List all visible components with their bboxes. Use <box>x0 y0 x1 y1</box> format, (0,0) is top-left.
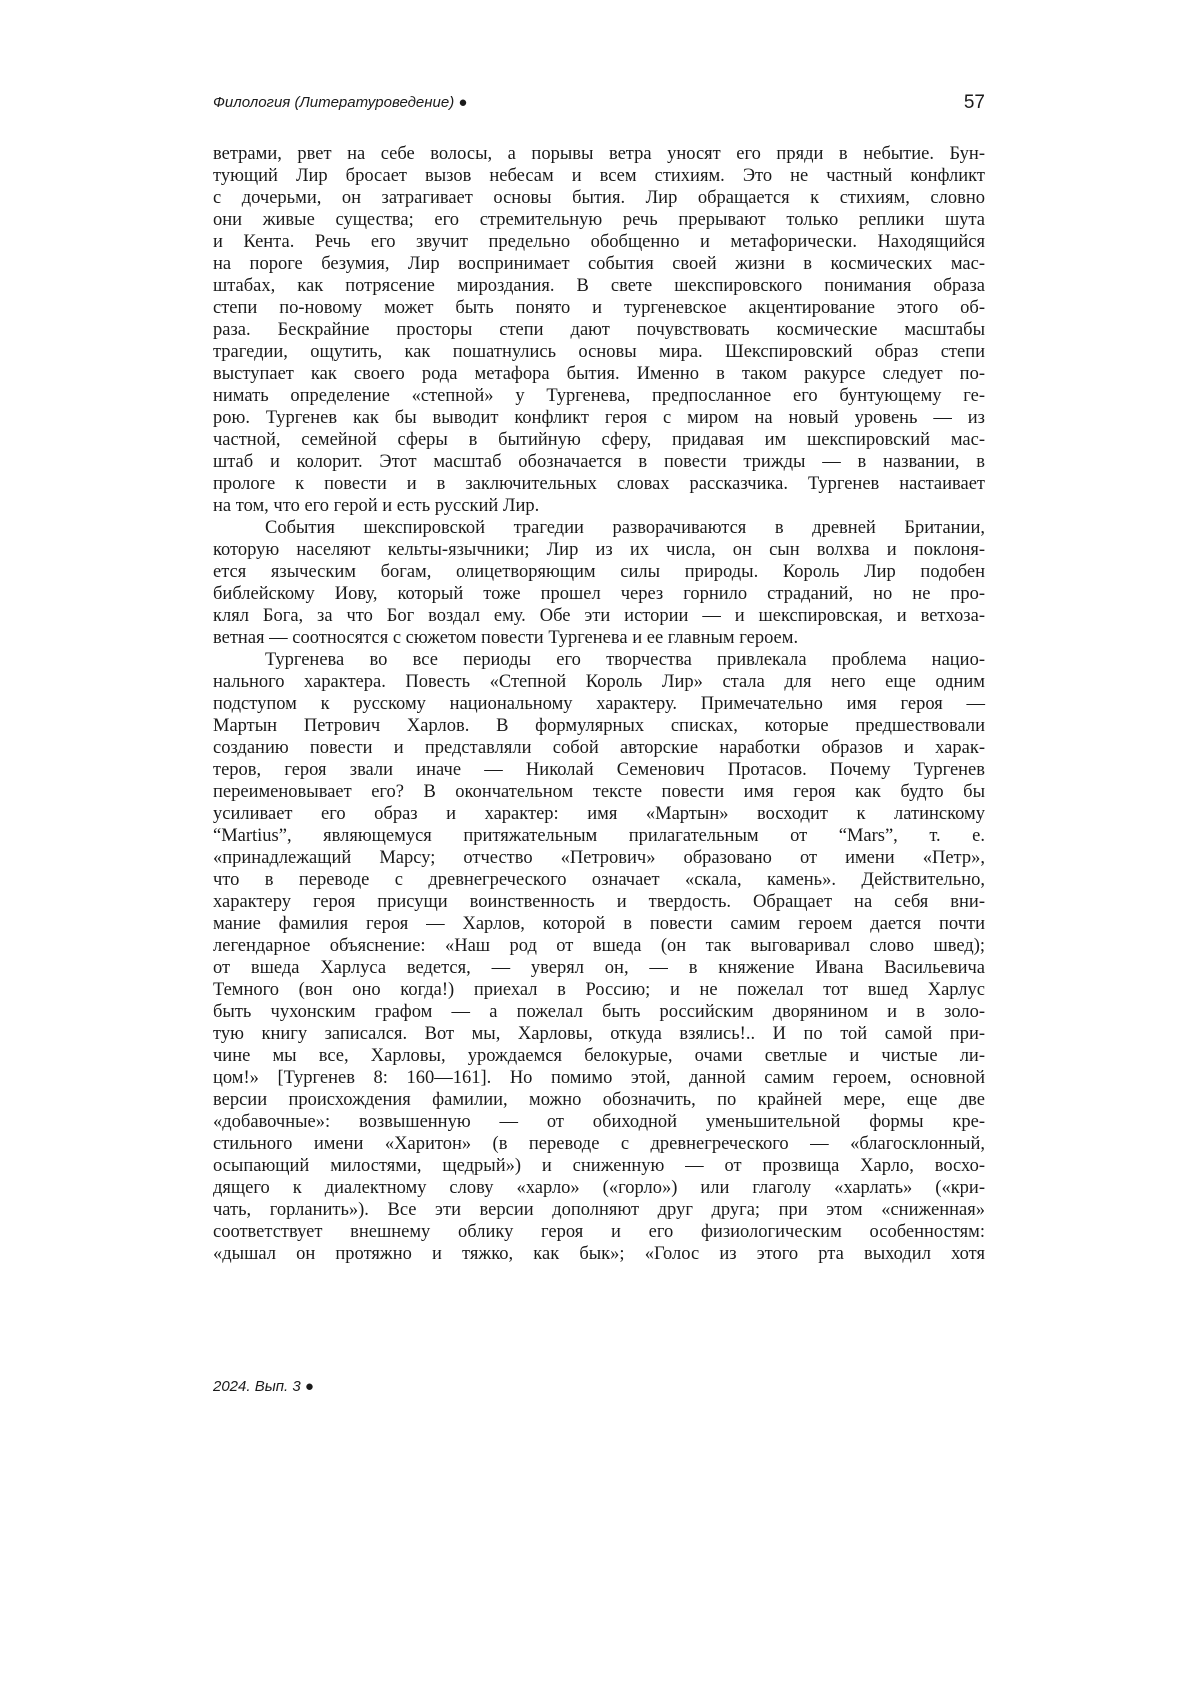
text-line: они живые существа; его стремительную речь прерывают только реплики шута <box>213 210 985 230</box>
text-line: частной, семейной сферы в бытийную сферу, придавая им шекспировский мас- <box>213 430 985 450</box>
text-line: на том, что его герой и есть русский Лир. <box>213 496 540 516</box>
text-line: чине мы все, Харловы, урождаемся белокурые, очами светлые и чистые ли- <box>213 1046 985 1066</box>
text-line: нального характера. Повесть «Степной Король Лир» стала для него еще одним <box>213 672 985 692</box>
text-line: тующий Лир бросает вызов небесам и всем стихиям. Это не частный конфликт <box>213 166 985 186</box>
text-line: «добавочные»: возвышенную — от обиходной уменьшительной формы кре- <box>213 1112 985 1132</box>
article-body <box>213 143 985 1265</box>
text-line: стильного имени «Харитон» (в переводе с древнегреческого — «благосклонный, <box>213 1134 985 1154</box>
text-line: раза. Бескрайние просторы степи дают почувствовать космические масштабы <box>213 320 985 340</box>
text-line: ветрами, рвет на себе волосы, а порывы ветра уносят его пряди в небытие. Бун- <box>213 144 985 164</box>
text-line: Темного (вон оно когда!) приехал в Россию; и не пожелал тот вшед Харлус <box>213 980 985 1000</box>
text-line: соответствует внешнему облику героя и его физиологическим особенностям: <box>213 1222 985 1242</box>
text-line: библейскому Иову, который тоже прошел через горнило страданий, но не про- <box>213 584 985 604</box>
text-line: что в переводе с древнегреческого означает «скала, камень». Действительно, <box>213 870 985 890</box>
paragraph <box>213 649 985 1265</box>
text-line: рою. Тургенев как бы выводит конфликт героя с миром на новый уровень — из <box>213 408 985 428</box>
text-line: легендарное объяснение: «Наш род от вшеда (он так выговаривал слово швед); <box>213 936 985 956</box>
text-line: клял Бога, за что Бог воздал ему. Обе эти истории — и шекспировская, и ветхоза- <box>213 606 985 626</box>
text-line: версии происхождения фамилии, можно обозначить, по крайней мере, еще две <box>213 1090 985 1110</box>
text-line: трагедии, ощутить, как пошатнулись основы мира. Шекспировский образ степи <box>213 342 985 362</box>
text-line: дящего к диалектному слову «харло» («горло») или глаголу «харлать» («кри- <box>213 1178 985 1198</box>
running-title: Филология (Литературоведение) ● <box>213 94 468 111</box>
text-line: штаб и колорит. Этот масштаб обозначается в повести трижды — в названии, в <box>213 452 985 472</box>
text-line: созданию повести и представляли собой авторские наработки образов и харак- <box>213 738 985 758</box>
text-line: Мартын Петрович Харлов. В формулярных списках, которые предшествовали <box>213 716 985 736</box>
text-line: мание фамилия героя — Харлов, которой в повести самим героем дается почти <box>213 914 985 934</box>
page-number: 57 <box>963 92 985 113</box>
text-line: штабах, как потрясение мироздания. В свете шекспировского понимания образа <box>213 276 985 296</box>
text-line: ветная — соотносятся с сюжетом повести Тургенева и ее главным героем. <box>213 628 799 648</box>
text-line: от вшеда Харлуса ведется, — уверял он, — в княжение Ивана Васильевича <box>213 958 985 978</box>
text-line: «дышал он протяжно и тяжко, как бык»; «Голос из этого рта выходил хотя <box>213 1244 985 1264</box>
text-line: ется языческим богам, олицетворяющим силы природы. Король Лир подобен <box>213 562 985 582</box>
text-line: цом!» [Тургенев 8: 160—161]. Но помимо этой, данной самим героем, основной <box>213 1068 985 1088</box>
text-line: “Martius”, являющемуся притяжательным прилагательным от “Mars”, т. е. <box>213 826 985 846</box>
text-line: Тургенева во все периоды его творчества привлекала проблема нацио- <box>265 650 985 670</box>
text-line: усиливает его образ и характер: имя «Мартын» восходит к латинскому <box>213 804 985 824</box>
text-line: События шекспировской трагедии разворачиваются в древней Британии, <box>265 518 985 538</box>
text-line: на пороге безумия, Лир воспринимает события своей жизни в космических мас- <box>213 254 985 274</box>
issue-footer: 2024. Вып. 3 ● <box>213 1378 314 1395</box>
text-line: чать, горланить»). Все эти версии дополняют друг друга; при этом «сниженная» <box>213 1200 985 1220</box>
text-line: быть чухонским графом — а пожелал быть российским дворянином и в золо- <box>213 1002 985 1022</box>
text-line: нимать определение «степной» у Тургенева, предпосланное его бунтующему ге- <box>213 386 985 406</box>
text-line: тую книгу записался. Вот мы, Харловы, откуда взялись!.. И по той самой при- <box>213 1024 985 1044</box>
text-line: степи по-новому может быть понято и тургеневское акцентирование этого об- <box>213 298 985 318</box>
text-line: и Кента. Речь его звучит предельно обобщенно и метафорически. Находящийся <box>213 232 985 252</box>
paragraph <box>213 517 985 649</box>
text-line: осыпающий милостями, щедрый») и сниженную — от прозвища Харло, восхо- <box>213 1156 985 1176</box>
text-line: выступает как своего рода метафора бытия. Именно в таком ракурсе следует по- <box>213 364 985 384</box>
text-line: характеру героя присущи воинственность и твердость. Обращает на себя вни- <box>213 892 985 912</box>
text-line: которую населяют кельты-язычники; Лир из их числа, он сын волхва и поклоня- <box>213 540 985 560</box>
text-line: прологе к повести и в заключительных словах рассказчика. Тургенев настаивает <box>213 474 985 494</box>
text-line: переименовывает его? В окончательном тексте повести имя героя как будто бы <box>213 782 985 802</box>
text-line: «принадлежащий Марсу; отчество «Петрович» образовано от имени «Петр», <box>213 848 985 868</box>
paragraph <box>213 143 985 517</box>
text-line: подступом к русскому национальному характеру. Примечательно имя героя — <box>213 694 985 714</box>
text-line: с дочерьми, он затрагивает основы бытия. Лир обращается к стихиям, словно <box>213 188 985 208</box>
text-line: теров, героя звали иначе — Николай Семенович Протасов. Почему Тургенев <box>213 760 985 780</box>
